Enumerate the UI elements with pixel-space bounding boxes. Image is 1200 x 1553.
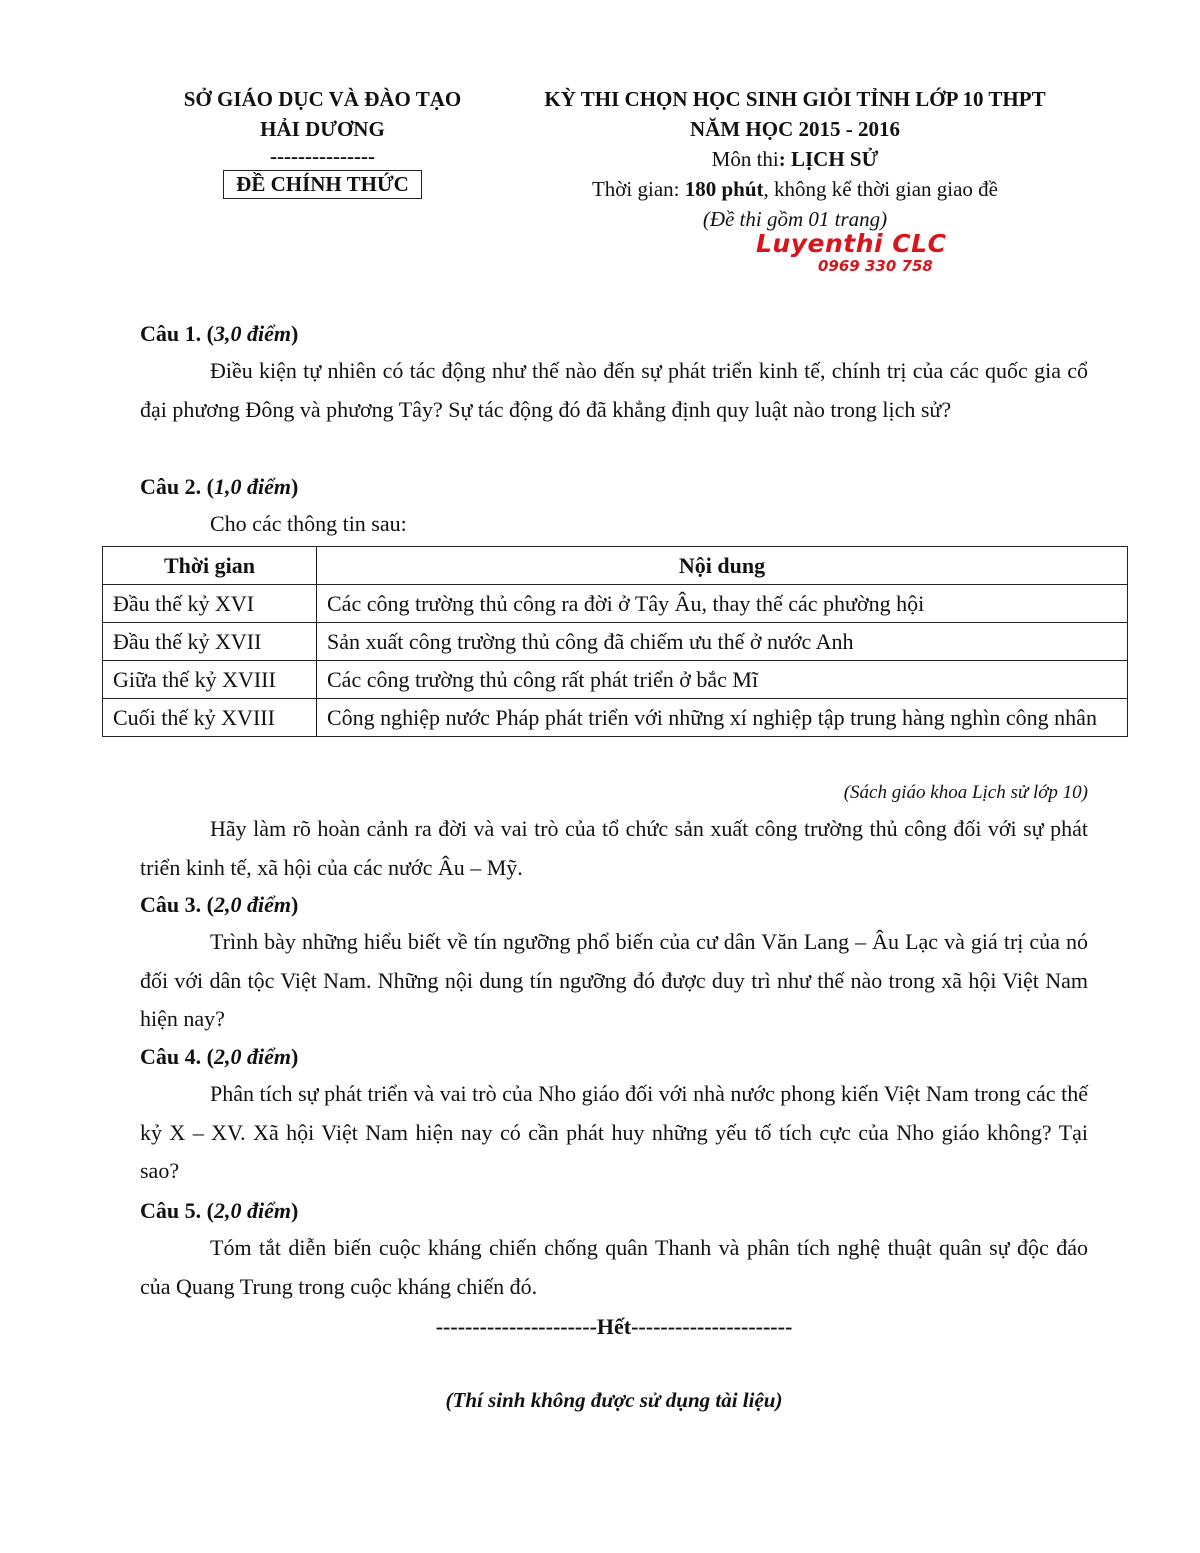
question-2 [140,469,1088,543]
brand-logo-name: Luyenthi CLC [756,229,947,258]
brand-logo-phone: 0969 330 758 [818,257,933,275]
table-source: (Sách giáo khoa Lịch sử lớp 10) [843,782,1088,803]
question-text: Điều kiện tự nhiên có tác động như thế nào đến sự phát triển kinh tế, chính trị của các quốc gia cổ đại phương Đông và phương Tây? Sự tác động đó đã khẳng định quy luật nào trong lịch sử? [140,358,1088,422]
table-cell-time: Giữa thế kỷ XVIII [103,661,317,699]
question-paren: ) [290,892,299,917]
exam-info-block [480,84,1110,234]
question-text: Tóm tắt diễn biến cuộc kháng chiến chống quân Thanh và phân tích nghệ thuật quân sự độc đáo của Quang Trung trong cuộc kháng chiến đó. [140,1235,1088,1299]
table-row [103,585,1128,623]
question-heading [140,1039,1088,1075]
question-number: Câu 5. ( [140,1198,214,1223]
question-points: 1,0 điểm [213,474,291,499]
question-number: Câu 2. ( [140,474,214,499]
issuer-divider: --------------- [270,144,375,168]
question-1 [140,316,1088,429]
question-paren: ) [290,474,299,499]
question-intro: Cho các thông tin sau: [210,511,407,536]
candidate-note: (Thí sinh không được sử dụng tài liệu) [445,1388,783,1412]
table-row [103,661,1128,699]
official-exam-badge: ĐỀ CHÍNH THỨC [223,170,422,199]
question-number: Câu 3. ( [140,892,214,917]
end-marker: ----------------------Hết---------------------- [435,1314,793,1339]
question-2-prompt [140,810,1088,887]
table-cell-time: Đầu thế kỷ XVI [103,585,317,623]
table-row [103,699,1128,737]
question-text: Hãy làm rõ hoàn cảnh ra đời và vai trò của tổ chức sản xuất công trường thủ công đối với sự phát triển kinh tế, xã hội của các nước Âu – Mỹ. [140,816,1088,880]
brand-logo [756,230,976,278]
table-cell-time: Đầu thế kỷ XVII [103,623,317,661]
table-cell-content: Các công trường thủ công rất phát triển ở bắc Mĩ [317,661,1128,699]
time-label: Thời gian: [591,177,685,201]
question-heading [140,887,1088,923]
question-points: 2,0 điểm [213,1198,291,1223]
question-heading [140,469,1088,505]
school-year: NĂM HỌC 2015 - 2016 [690,117,900,141]
question-heading [140,1193,1088,1229]
question-3 [140,887,1088,1039]
question-points: 3,0 điểm [213,321,291,346]
question-4 [140,1039,1088,1191]
question-points: 2,0 điểm [213,1044,291,1069]
pages-note: (Đề thi gồm 01 trang) [702,207,888,231]
question-heading [140,316,1088,352]
question-number: Câu 4. ( [140,1044,214,1069]
exam-title: KỲ THI CHỌN HỌC SINH GIỎI TỈNH LỚP 10 THPT [544,87,1046,111]
subject-label: Môn thi [711,147,779,171]
question-5 [140,1193,1088,1306]
question-text: Trình bày những hiểu biết về tín ngưỡng phổ biến của cư dân Văn Lang – Âu Lạc và giá trị của nó đối với dân tộc Việt Nam. Những nội dung tín ngưỡng đó được duy trì như thế nào trong xã hội Việt Nam hiện nay? [140,929,1088,1031]
question-paren: ) [290,1044,299,1069]
subject-value: : LỊCH SỬ [778,147,879,171]
table-header-time: Thời gian [103,547,317,585]
question-paren: ) [290,1198,299,1223]
time-value: 180 phút [684,177,764,201]
table-header-row [103,547,1128,585]
issuer-department: SỞ GIÁO DỤC VÀ ĐÀO TẠO [183,87,462,111]
question-paren: ) [290,321,299,346]
subject-line [480,144,1110,174]
table-header-content: Nội dung [317,547,1128,585]
issuer-province: HẢI DƯƠNG [260,117,385,141]
info-table [102,546,1128,737]
question-points: 2,0 điểm [213,892,291,917]
time-line [480,174,1110,204]
time-suffix: , không kể thời gian giao đề [763,177,999,201]
table-cell-content: Các công trường thủ công ra đời ở Tây Âu, thay thế các phường hội [317,585,1128,623]
table-cell-content: Sản xuất công trường thủ công đã chiếm ưu thế ở nước Anh [317,623,1128,661]
table-row [103,623,1128,661]
issuer-block [150,84,495,199]
table-cell-content: Công nghiệp nước Pháp phát triển với những xí nghiệp tập trung hàng nghìn công nhân [317,699,1128,737]
question-text: Phân tích sự phát triển và vai trò của Nho giáo đối với nhà nước phong kiến Việt Nam trong các thế kỷ X – XV. Xã hội Việt Nam hiện nay có cần phát huy những yếu tố tích cực của Nho giáo không? Tại sao? [140,1081,1088,1183]
question-number: Câu 1. ( [140,321,214,346]
table-cell-time: Cuối thế kỷ XVIII [103,699,317,737]
